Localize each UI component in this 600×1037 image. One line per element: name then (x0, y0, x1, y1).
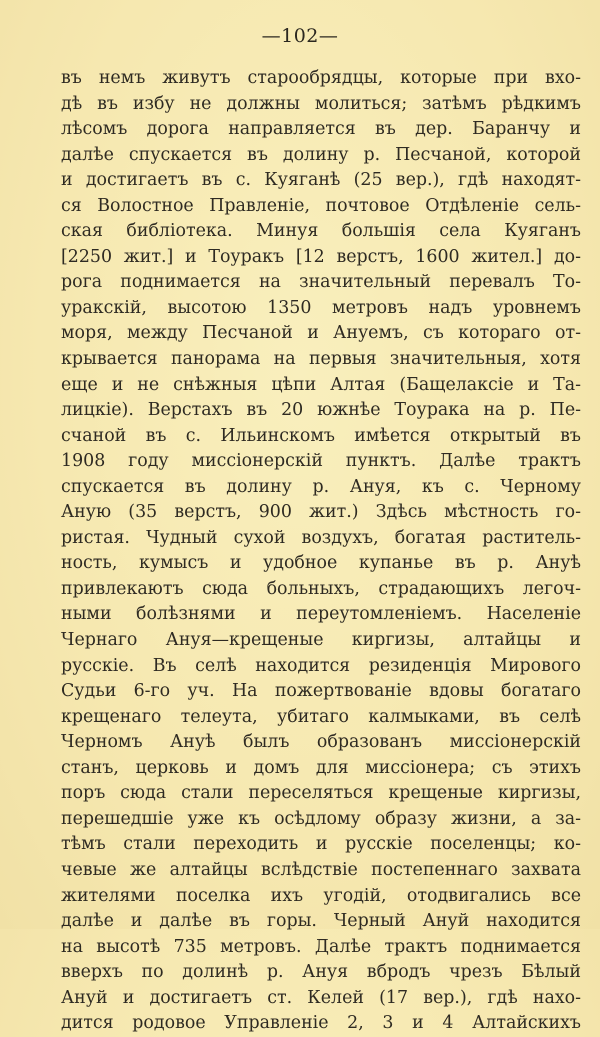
body-text (61, 66, 581, 1037)
text-line: привлекаютъ сюда больныхъ, страдающихъ легоч- (61, 578, 581, 599)
text-line: станъ, церковь и домъ для миссіонера; съ этихъ (61, 757, 581, 778)
text-line: Ануй и достигаетъ ст. Келей (17 вер.), гдѣ нахо- (61, 987, 581, 1008)
text-line: 1908 году миссіонерскій пунктъ. Далѣе трактъ (61, 451, 581, 472)
text-line: перешедшіе уже къ осѣдлому образу жизни, а за- (61, 808, 581, 829)
text-line: поръ сюда стали переселяться крещеные киргизы, (61, 783, 581, 804)
text-line: тѣмъ стали переходить и русскіе поселенцы; ко- (61, 834, 581, 855)
text-line: крещенаго телеута, убитаго калмыками, въ селѣ (61, 706, 581, 727)
text-line: лѣсомъ дорога направляется въ дер. Баранчу и (61, 119, 581, 140)
text-line: моря, между Песчаной и Ануемъ, съ котораго от- (61, 323, 581, 344)
text-line: далѣе и далѣе въ горы. Черный Ануй находится (61, 911, 581, 932)
text-line: спускается въ долину р. Ануя, къ с. Черному (61, 476, 581, 497)
text-line: уракскій, высотою 1350 метровъ надъ уровнемъ (61, 297, 581, 318)
text-line: счаной въ с. Ильинскомъ имѣется открытый въ (61, 425, 581, 446)
text-line: на высотѣ 735 метровъ. Далѣе трактъ поднимается (61, 936, 581, 957)
text-line: жителями поселка ихъ угодій, отодвигались все (61, 885, 581, 906)
text-line: чевые же алтайцы вслѣдствіе постепеннаго захвата (61, 859, 581, 880)
text-line: еще и не снѣжныя цѣпи Алтая (Бащелаксіе и Та- (61, 374, 581, 395)
text-line: дѣ въ избу не должны молиться; затѣмъ рѣдкимъ (61, 93, 581, 114)
text-line: ристая. Чудный сухой воздухъ, богатая раститель- (61, 527, 581, 548)
text-line: рога поднимается на значительный перевалъ То- (61, 272, 581, 293)
text-line: Чернаго Ануя—крещеные киргизы, алтайцы и (61, 630, 581, 651)
text-line: ными болѣзнями и переутомленіемъ. Населеніе (61, 604, 581, 625)
text-line: Черномъ Ануѣ былъ образованъ миссіонерскій (61, 732, 581, 753)
page-number: —102— (261, 25, 339, 47)
text-line: лицкіе). Верстахъ въ 20 южнѣе Тоурака на р. Пе- (61, 400, 581, 421)
text-line: и достигаетъ въ с. Куяганѣ (25 вер.), гдѣ находят- (61, 170, 581, 191)
text-line: далѣе спускается въ долину р. Песчаной, которой (61, 144, 581, 165)
text-line: вверхъ по долинѣ р. Ануя вбродъ чрезъ Бѣлый (61, 962, 581, 983)
text-line: Аную (35 верстъ, 900 жит.) Здѣсь мѣстность го- (61, 502, 581, 523)
text-line: крывается панорама на первыя значительныя, хотя (61, 349, 581, 370)
text-line: Судьи 6-го уч. На пожертвованіе вдовы богатаго (61, 681, 581, 702)
text-line: [2250 жит.] и Тоуракъ [12 верстъ, 1600 жител.] до- (61, 246, 581, 267)
text-line: русскіе. Въ селѣ находится резиденція Мирового (61, 655, 581, 676)
text-line: дится родовое Управленіе 2, 3 и 4 Алтайскихъ (61, 1013, 581, 1034)
text-line: въ немъ живутъ старообрядцы, которые при вхо- (61, 68, 581, 88)
text-line: ность, кумысъ и удобное купанье въ р. Ануѣ (61, 553, 581, 574)
text-line: ся Волостное Правленіе, почтовое Отдѣленіе сель- (61, 195, 581, 216)
text-line: ская библіотека. Минуя большія села Куяганъ (61, 221, 581, 242)
